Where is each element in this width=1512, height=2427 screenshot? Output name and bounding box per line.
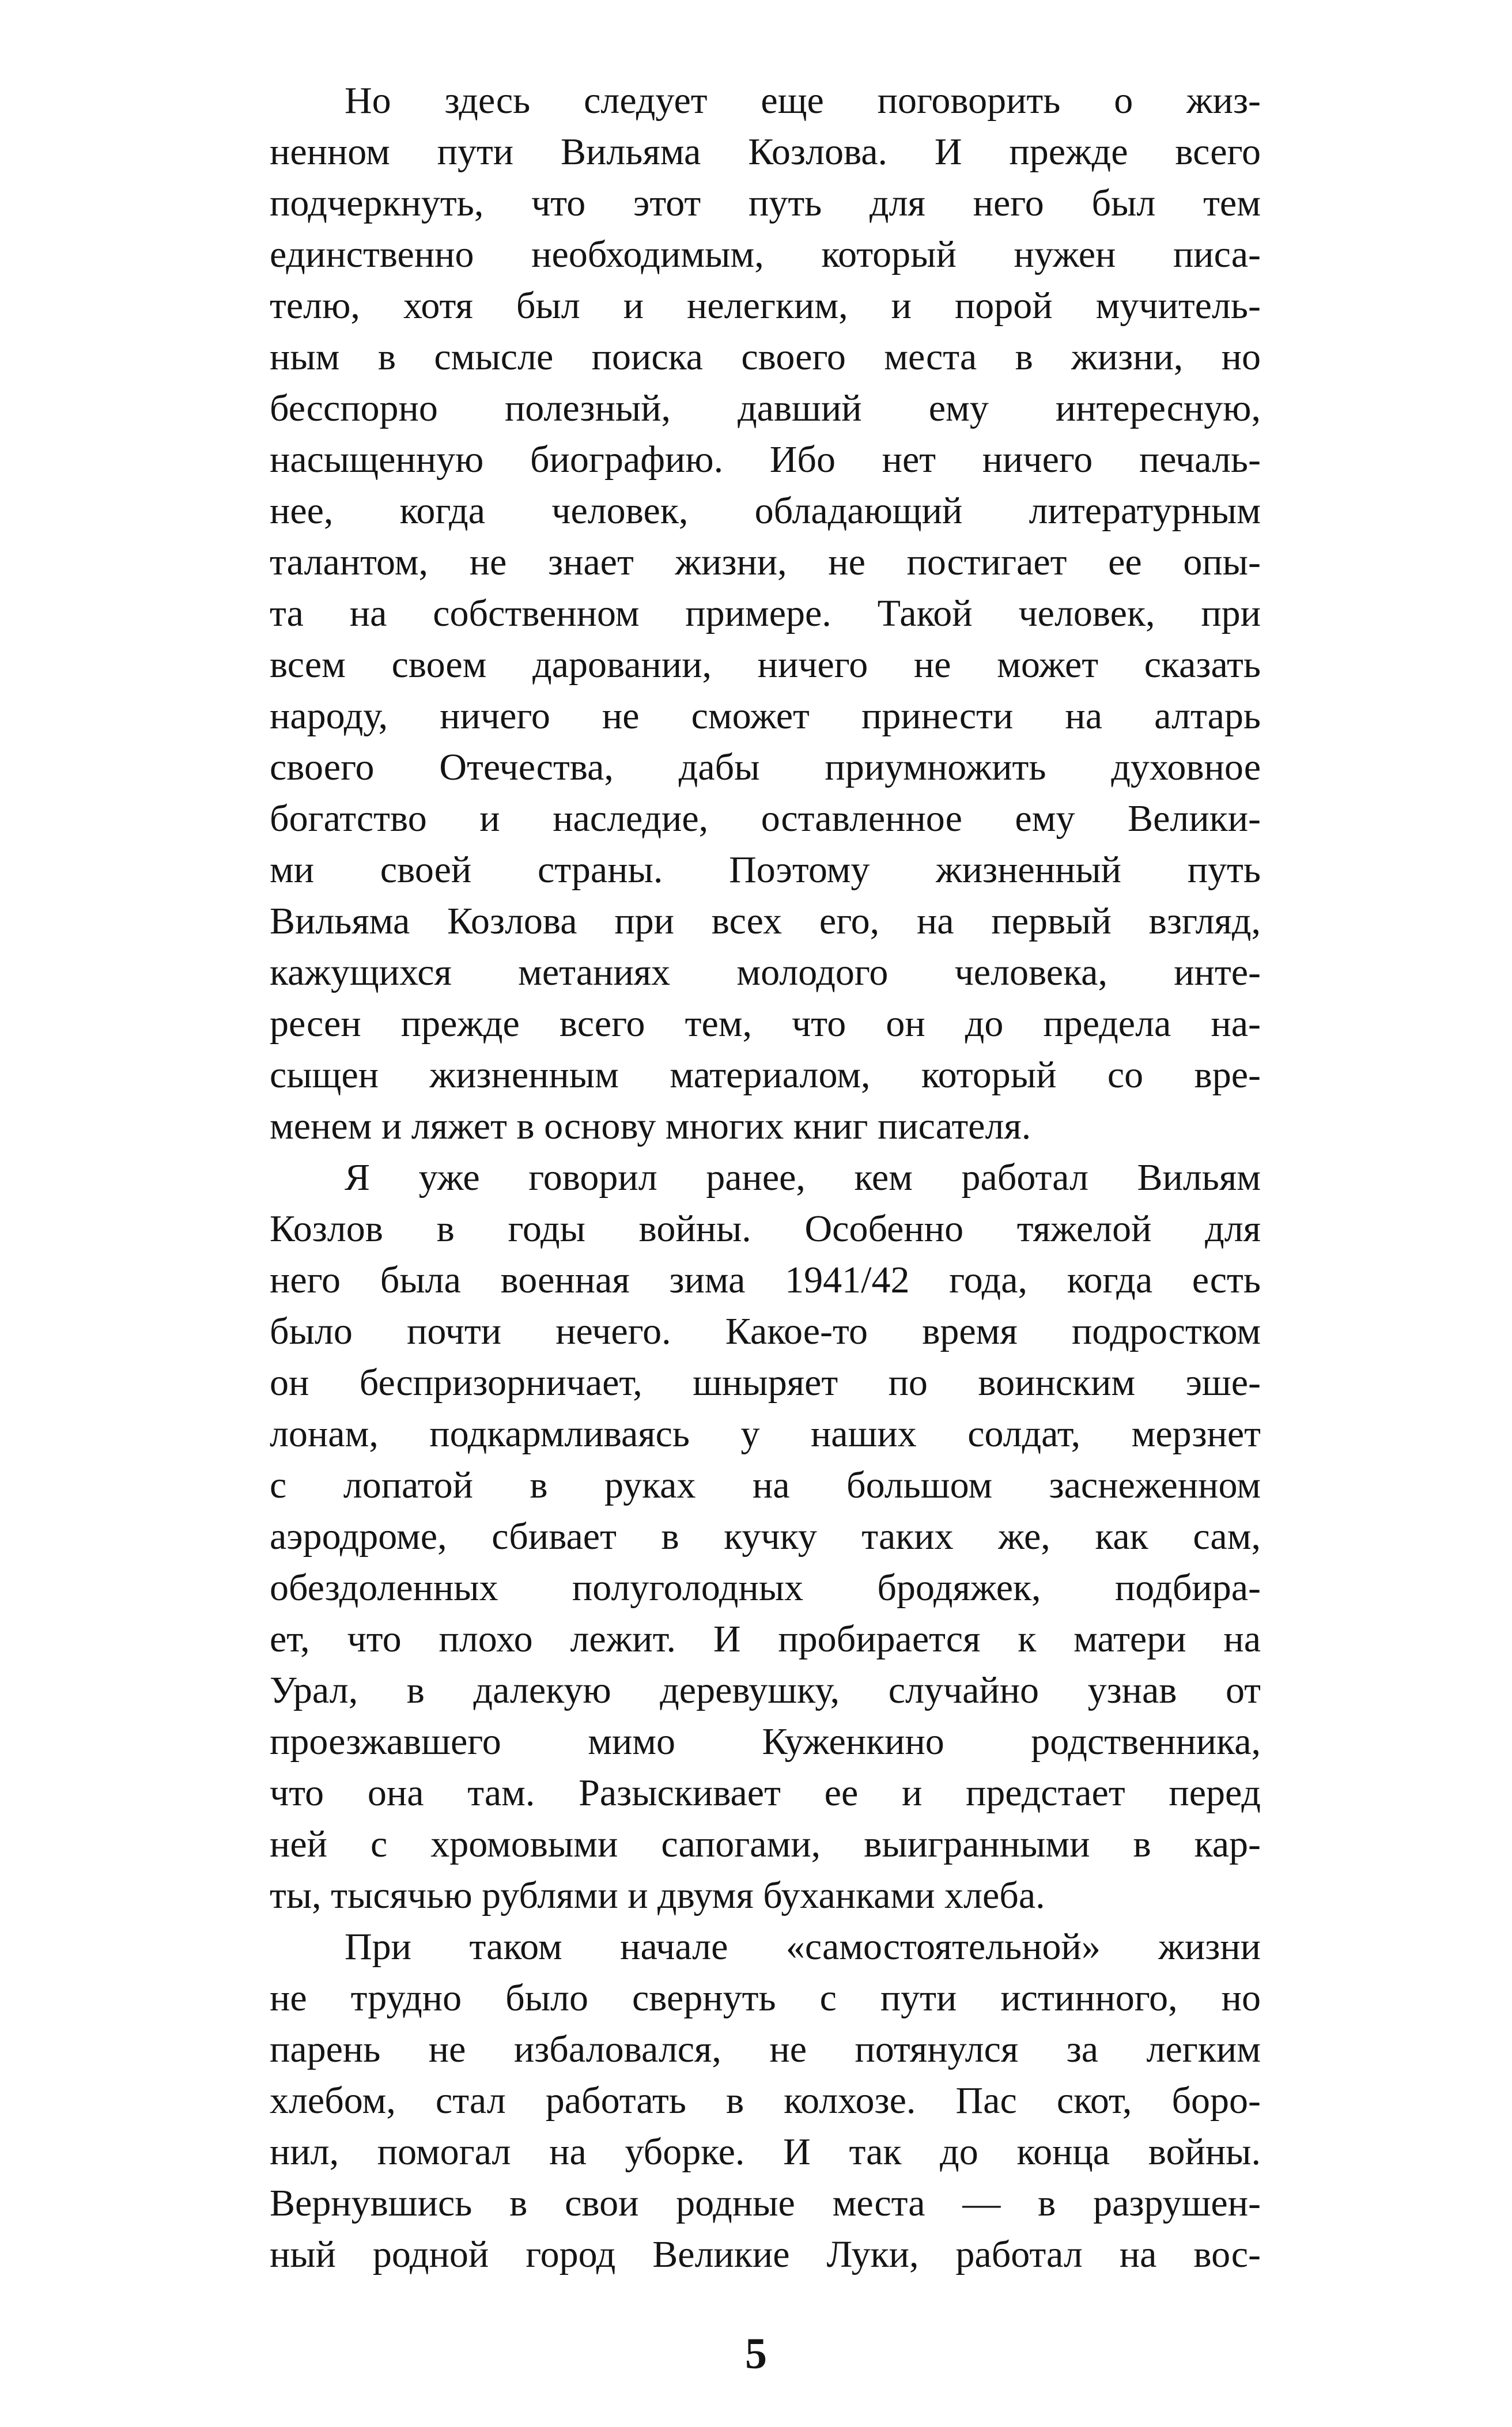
text-line: своего Отечества, дабы приумножить духовное <box>270 746 1261 788</box>
text-line: нее, когда человек, обладающий литературным <box>270 490 1261 532</box>
text-line: та на собственном примере. Такой человек, при <box>270 592 1261 634</box>
text-line: единственно необходимым, который нужен писа- <box>270 233 1261 275</box>
text-line: Вильяма Козлова при всех его, на первый взгляд, <box>270 900 1261 942</box>
text-line: ненном пути Вильяма Козлова. И прежде всего <box>270 131 1261 173</box>
paragraph-3 <box>270 1921 1261 2280</box>
text-line: Но здесь следует еще поговорить о жиз- <box>345 80 1261 122</box>
text-line: Урал, в далекую деревушку, случайно узнав от <box>270 1669 1261 1711</box>
text-line: ет, что плохо лежит. И пробирается к матери на <box>270 1618 1261 1660</box>
text-line: менем и ляжет в основу многих книг писателя. <box>270 1105 1031 1147</box>
paragraph-2 <box>270 1152 1261 1921</box>
text-line: ты, тысячью рублями и двумя буханками хлеба. <box>270 1874 1045 1916</box>
text-line: талантом, не знает жизни, не постигает ее опы- <box>270 541 1261 583</box>
text-line: Козлов в годы войны. Особенно тяжелой для <box>270 1208 1261 1250</box>
text-line: с лопатой в руках на большом заснеженном <box>270 1464 1261 1506</box>
text-line: что она там. Разыскивает ее и предстает перед <box>270 1772 1261 1814</box>
text-line: ней с хромовыми сапогами, выигранными в кар- <box>270 1823 1261 1865</box>
text-line: сыщен жизненным материалом, который со вре- <box>270 1054 1261 1096</box>
text-line: всем своем даровании, ничего не может сказать <box>270 644 1261 686</box>
text-line: При таком начале «самостоятельной» жизни <box>345 1926 1261 1968</box>
text-line: него была военная зима 1941/42 года, когда есть <box>270 1259 1261 1301</box>
text-line: ным в смысле поиска своего места в жизни, но <box>270 336 1261 378</box>
text-line: богатство и наследие, оставленное ему Велики- <box>270 797 1261 840</box>
text-line: аэродроме, сбивает в кучку таких же, как сам, <box>270 1515 1261 1557</box>
text-line: проезжавшего мимо Куженкино родственника, <box>270 1721 1261 1763</box>
text-line: не трудно было свернуть с пути истинного, но <box>270 1977 1261 2019</box>
paragraph-1 <box>270 75 1261 1152</box>
page-number: 5 <box>745 2330 767 2378</box>
text-line: ный родной город Великие Луки, работал на вос- <box>270 2233 1261 2275</box>
text-line: народу, ничего не сможет принести на алтарь <box>270 695 1261 737</box>
body-text <box>270 75 1261 2280</box>
text-line: насыщенную биографию. Ибо нет ничего печаль- <box>270 438 1261 481</box>
text-line: нил, помогал на уборке. И так до конца войны. <box>270 2131 1261 2173</box>
text-line: обездоленных полуголодных бродяжек, подбира- <box>270 1567 1261 1609</box>
text-line: подчеркнуть, что этот путь для него был тем <box>270 182 1261 224</box>
text-line: парень не избаловался, не потянулся за легким <box>270 2028 1261 2070</box>
text-line: лонам, подкармливаясь у наших солдат, мерзнет <box>270 1413 1261 1455</box>
text-line: телю, хотя был и нелегким, и порой мучитель- <box>270 285 1261 327</box>
text-line: Я уже говорил ранее, кем работал Вильям <box>345 1156 1261 1199</box>
text-line: Вернувшись в свои родные места — в разрушен- <box>270 2182 1261 2224</box>
text-line: кажущихся метаниях молодого человека, инте- <box>270 951 1261 993</box>
text-line: ресен прежде всего тем, что он до предела на- <box>270 1003 1261 1045</box>
text-line: хлебом, стал работать в колхозе. Пас скот, боро- <box>270 2080 1261 2122</box>
text-line: ми своей страны. Поэтому жизненный путь <box>270 849 1261 891</box>
text-line: он беспризорничает, шныряет по воинским эше- <box>270 1362 1261 1404</box>
text-line: было почти нечего. Какое-то время подростком <box>270 1310 1261 1352</box>
text-line: бесспорно полезный, давший ему интересную, <box>270 387 1261 429</box>
